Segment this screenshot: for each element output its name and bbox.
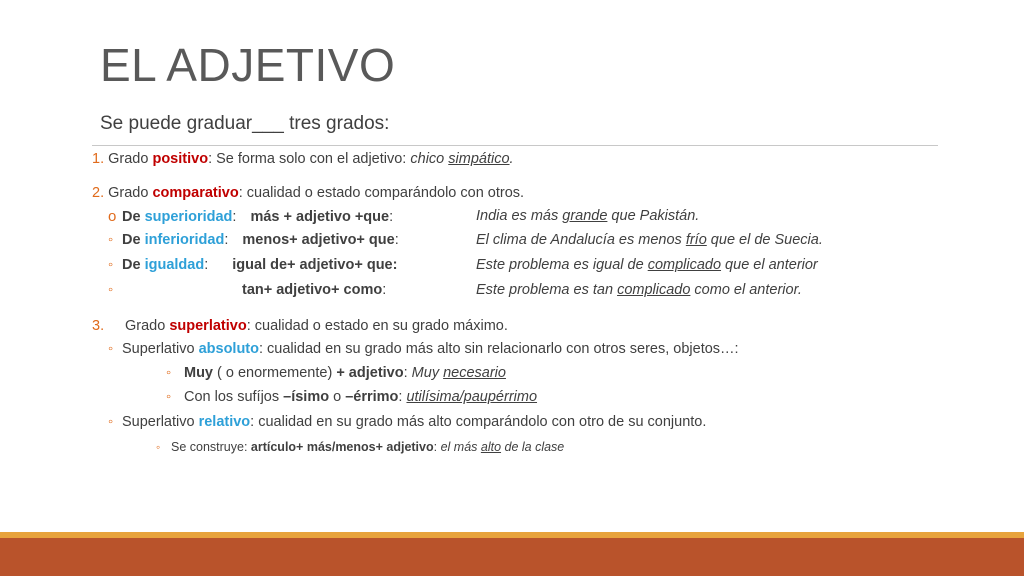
slide-subtitle: Se puede graduar___ tres grados: [100,113,390,134]
sub-item-absoluto [108,341,739,357]
example-adjective: utilísima/paupérrimo [406,389,538,405]
example-text: que el anterior [721,257,818,273]
key-term: comparativo [152,185,239,201]
sub-text: : [433,440,441,454]
key-term: absoluto [198,341,259,357]
example-text: como el anterior. [690,282,802,298]
key-term: relativo [198,414,251,430]
example-adjective: complicado [647,257,722,273]
sub-sep: : [204,257,209,273]
example-text: Este problema es tan [476,282,618,298]
example-text: de la clase [501,440,565,454]
key-term: igualdad [144,257,205,273]
item-comparativo [92,185,524,201]
example-adjective: necesario [443,365,506,381]
sub-text: Con los sufíjos [184,389,284,405]
bold-term: Muy [184,365,213,381]
sub-text: Superlativo [122,414,199,430]
bullet-icon: ◦ [156,440,161,454]
example-text: que Pakistán. [607,208,700,224]
bullet-icon: ◦ [108,414,114,430]
sub-text: Se construye: [171,440,251,454]
key-term: inferioridad [144,232,225,248]
key-term: superlativo [169,318,247,334]
bullet-icon: ◦ [108,282,114,298]
item-text: Grado [125,318,170,334]
example-text: el más [440,440,481,454]
key-term: superioridad [144,209,233,225]
example-text: que el de Suecia. [706,232,823,248]
divider [92,145,938,146]
sub-text: : [398,389,407,405]
bullet-icon: ◦ [108,341,114,357]
formula: menos+ adjetivo+ que [242,232,395,248]
list-number: 2. [92,185,105,201]
list-number: 1. [92,151,105,167]
item-text: Grado [108,185,153,201]
example-adjective: frío [685,232,707,248]
example-text: Este problema es igual de [476,257,648,273]
sub-text: Superlativo [122,341,199,357]
example-text: India es más [476,208,563,224]
formula-tan-como [242,282,386,298]
sub-label: De [122,257,145,273]
sub-text: : [403,365,412,381]
item-text: Grado [108,151,153,167]
sub-sep: : [232,209,237,225]
formula-end: : [394,232,399,248]
sub-item-igualdad [108,257,397,273]
example-adjective: grande [562,208,608,224]
item-superlativo [92,318,508,334]
footer-bar [0,538,1024,576]
sub-item-tan-como [108,282,122,298]
slide-title: EL ADJETIVO [100,39,396,91]
example: . [509,151,514,167]
sub-item-superioridad [108,208,393,225]
sub-label: De [122,232,145,248]
bold-term: –érrimo [345,389,399,405]
example: chico [410,151,449,167]
sub-sub-item-construccion [156,440,564,454]
sub-label: De [122,209,145,225]
bullet-icon: ◦ [108,257,114,273]
example-adjective: alto [480,440,502,454]
bullet-icon: ◦ [166,365,172,381]
sub-sub-item-muy [166,365,506,381]
example-inferioridad [476,232,823,248]
sub-text: : cualidad en su grado más alto comparándolo con otro de su conjunto. [250,414,707,430]
bullet-icon: ◦ [108,232,114,248]
sub-text: o [329,389,346,405]
example-adjective: complicado [617,282,691,298]
example-adjective: simpático [448,151,510,167]
sub-text: : cualidad en su grado más alto sin relacionarlo con otros seres, objetos…: [259,341,739,357]
item-text: : cualidad o estado comparándolo con otros. [238,185,525,201]
formula: tan+ adjetivo+ como [242,282,383,298]
bullet-icon: ◦ [166,389,172,405]
formula: igual de+ adjetivo+ que: [232,257,398,273]
sub-item-relativo [108,414,706,430]
sub-sep: : [224,232,229,248]
formula-end: : [389,209,394,225]
example-superioridad [476,208,699,224]
formula: más + adjetivo +que [250,209,390,225]
bold-term: artículo+ más/menos+ adjetivo [250,440,434,454]
example-text: El clima de Andalucía es menos [476,232,686,248]
bullet-icon: o [108,208,117,225]
sub-item-inferioridad [108,232,399,248]
sub-sub-item-sufijos [166,389,537,405]
example-text: Muy [411,365,444,381]
example-igualdad [476,257,818,273]
bold-term: –ísimo [283,389,330,405]
item-positivo [92,151,514,167]
list-number: 3. [92,318,105,334]
key-term: positivo [152,151,209,167]
sub-text: ( o enormemente) [213,365,337,381]
bold-term: + adjetivo [336,365,404,381]
formula-end: : [382,282,387,298]
example-tan-como [476,282,802,298]
item-text: : cualidad o estado en su grado máximo. [246,318,508,334]
item-text: : Se forma solo con el adjetivo: [208,151,411,167]
